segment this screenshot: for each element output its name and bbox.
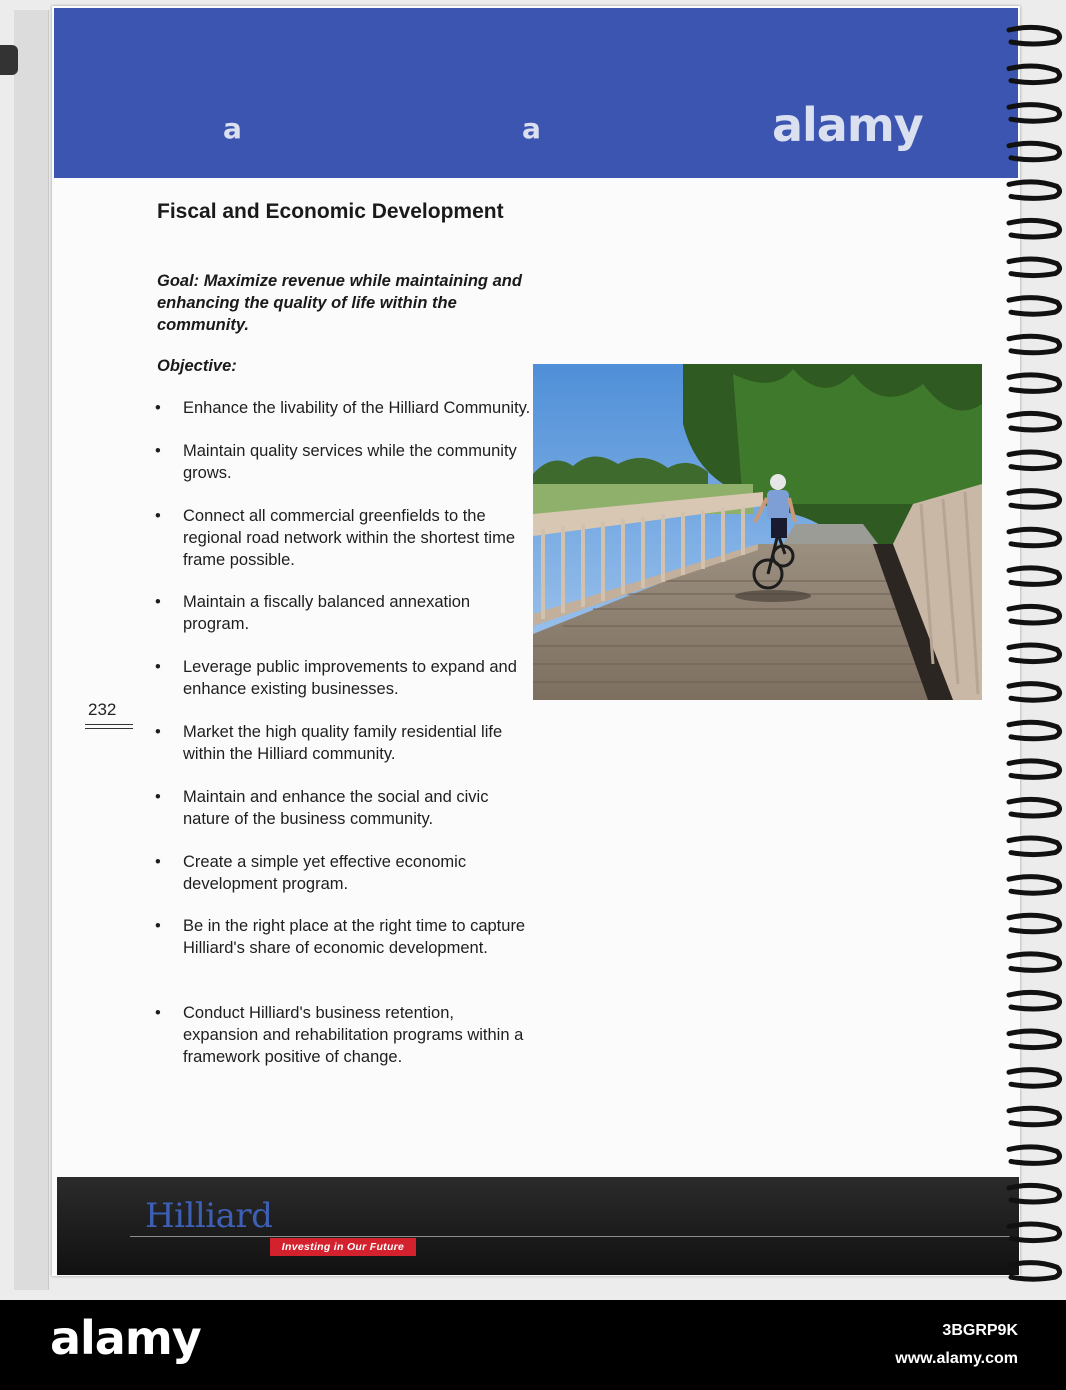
- bullet-marker: •: [155, 788, 161, 806]
- bullet-marker: •: [155, 1004, 161, 1022]
- spiral-coil: [1009, 992, 1060, 1009]
- page-number-rule: [85, 728, 133, 729]
- bullet-marker: •: [155, 853, 161, 871]
- section-heading: Fiscal and Economic Development: [157, 200, 504, 223]
- spiral-coil: [1009, 27, 1060, 44]
- page-stack-edge: [14, 10, 49, 1290]
- spiral-coil: [1009, 259, 1060, 276]
- spiral-coil: [1009, 529, 1060, 546]
- spiral-coil: [1009, 143, 1060, 160]
- spiral-coil: [1009, 336, 1060, 353]
- binder-clip: [0, 45, 18, 75]
- stock-website: www.alamy.com: [895, 1350, 1018, 1367]
- objective-label: Objective:: [157, 357, 237, 375]
- spiral-binding: [1005, 18, 1066, 1298]
- bullet-marker: •: [155, 399, 161, 417]
- objective-text: Leverage public improvements to expand and enhance existing businesses.: [183, 658, 517, 698]
- spiral-coil: [1009, 877, 1060, 894]
- spiral-coil: [1009, 722, 1060, 739]
- watermark-letter: a: [223, 112, 242, 145]
- bullet-marker: •: [155, 723, 161, 741]
- spiral-coil: [1009, 413, 1060, 430]
- stock-image-id: 3BGRP9K: [942, 1322, 1018, 1339]
- photo-illustration: [533, 364, 982, 700]
- spiral-coil: [1009, 1147, 1060, 1164]
- objective-text: Maintain quality services while the community grows.: [183, 442, 517, 482]
- spiral-coil: [1009, 954, 1060, 971]
- watermark-logo: alamy: [772, 98, 923, 152]
- page-number: 232: [88, 700, 117, 719]
- spiral-coil: [1009, 375, 1060, 392]
- objective-text: Create a simple yet effective economic development program.: [183, 853, 467, 893]
- objective-text: Maintain a fiscally balanced annexation program.: [183, 593, 471, 633]
- spiral-coil: [1009, 491, 1060, 508]
- footer-rule: [130, 1236, 1010, 1237]
- spiral-coil: [1009, 606, 1060, 623]
- spiral-coil: [1009, 761, 1060, 778]
- spiral-coil: [1009, 838, 1060, 855]
- spiral-coil: [1009, 1263, 1060, 1280]
- bullet-marker: •: [155, 593, 161, 611]
- spiral-coil: [1009, 105, 1060, 122]
- objective-text: Enhance the livability of the Hilliard Community.: [183, 399, 531, 417]
- spiral-coil: [1009, 1031, 1060, 1048]
- hilliard-brand: Hilliard: [145, 1196, 273, 1236]
- spiral-coil: [1009, 684, 1060, 701]
- spiral-coil: [1009, 298, 1060, 315]
- objective-text: Be in the right place at the right time to capture Hilliard's share of economic development.: [183, 917, 526, 957]
- bullet-marker: •: [155, 507, 161, 525]
- spiral-coil: [1009, 645, 1060, 662]
- spiral-coil: [1009, 182, 1060, 199]
- watermark-letter: a: [522, 112, 541, 145]
- spiral-coil: [1009, 220, 1060, 237]
- stock-logo: alamy: [50, 1311, 201, 1365]
- spiral-coil: [1009, 1108, 1060, 1125]
- objective-text: Connect all commercial greenfields to the regional road network within the shortest time frame possible.: [183, 507, 515, 569]
- bullet-marker: •: [155, 442, 161, 460]
- bullet-marker: •: [155, 917, 161, 935]
- spiral-coil: [1009, 452, 1060, 469]
- spiral-coil: [1009, 1070, 1060, 1087]
- objective-text: Conduct Hilliard's business retention, expansion and rehabilitation programs within a framework positive of change.: [183, 1004, 524, 1066]
- tagline-badge: Investing in Our Future: [270, 1238, 416, 1256]
- spiral-coil: [1009, 1224, 1060, 1241]
- header-band: [54, 8, 1018, 178]
- spiral-coil: [1009, 1185, 1060, 1202]
- trail: [783, 524, 878, 544]
- bullet-marker: •: [155, 658, 161, 676]
- bridge-cyclist-photo: [533, 364, 982, 700]
- spiral-coil: [1009, 915, 1060, 932]
- goal-statement: Goal: Maximize revenue while maintaining and enhancing the quality of life within the community.: [157, 272, 522, 334]
- spiral-coil: [1009, 799, 1060, 816]
- spiral-coil: [1009, 568, 1060, 585]
- page-number-rule: [85, 724, 133, 725]
- objective-text: Market the high quality family residential life within the Hilliard community.: [183, 723, 503, 763]
- spiral-coil: [1009, 66, 1060, 83]
- objective-text: Maintain and enhance the social and civic nature of the business community.: [183, 788, 489, 828]
